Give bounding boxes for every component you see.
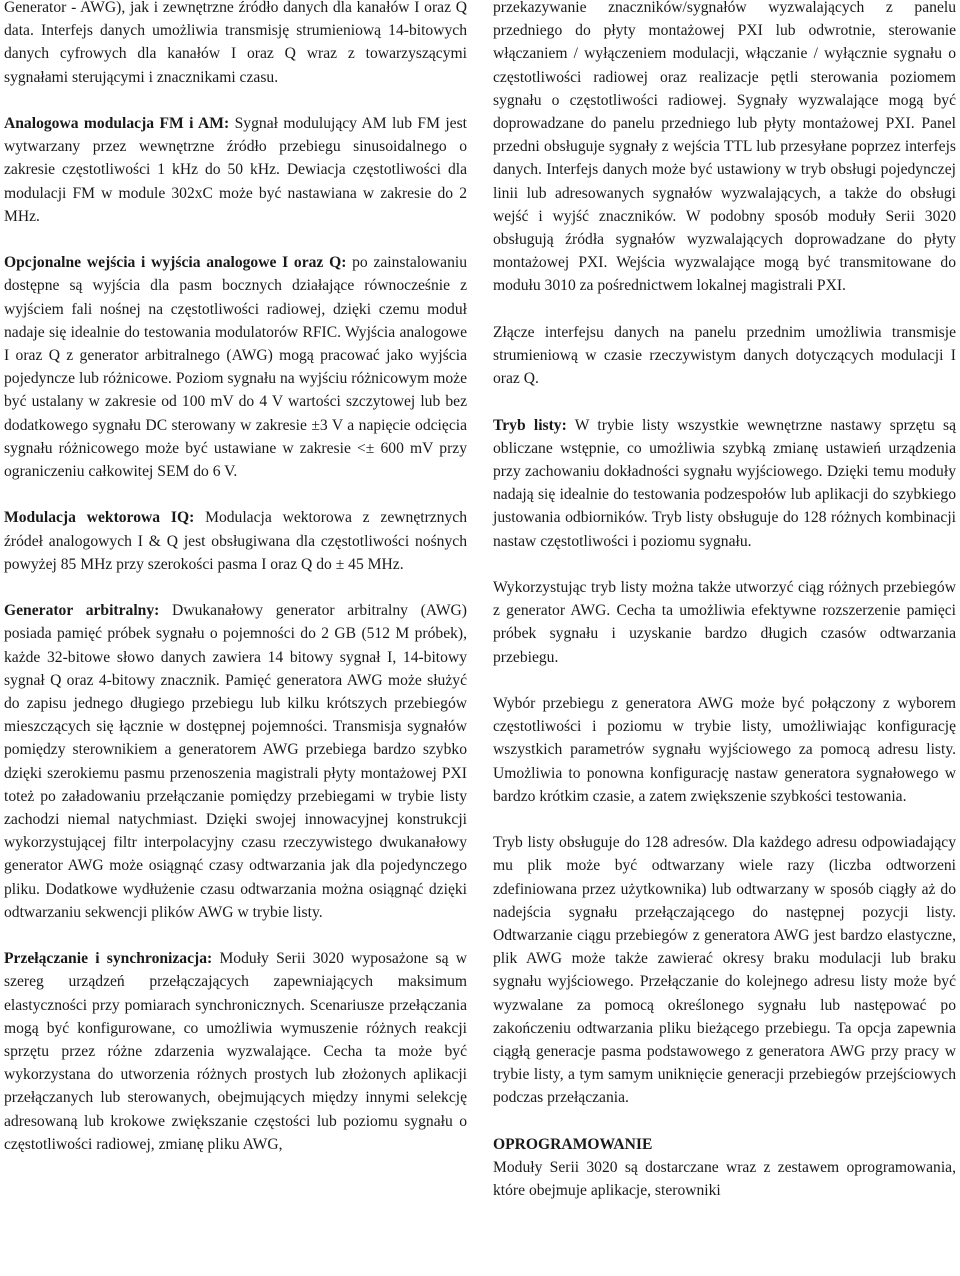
paragraph-lead: Analogowa modulacja FM i AM: <box>4 115 230 132</box>
right-column <box>493 0 956 1202</box>
paragraph-triggering-sync: Przełączanie i synchronizacja: Moduły Serii 3020 wyposażone są w szereg urządzeń przełączających zapewniających maksimum elastyczności przy pomiarach synchronicznych. Scenariusze przełączania mogą być konfigurowane, co umożliwia wymuszenie różnych reakcji sprzętu przez różne zdarzenia wyzwalające. Cecha ta może być wykorzystana do utworzenia różnych prostych lub złożonych aplikacji przełączanych lub sterowanych, obejmujących między innymi selekcję adresowaną lub krokowe zwiększanie częstości lub poziomu sygnału o częstotliwości radiowej, zmianę pliku AWG, <box>4 950 467 1153</box>
left-column <box>4 0 467 1179</box>
paragraph-lead: Modulacja wektorowa IQ: <box>4 509 195 527</box>
paragraph-arbitrary-generator: Generator arbitralny: Dwukanałowy generator arbitralny (AWG) posiada pamięć próbek sygnału o pojemności do 2 GB (512 M próbek), każde 32-bitowe słowo danych zawiera 14 bitowy sygnał I, 14-bitowy sygnał Q oraz 4-bitowy znacznik. Pamięć generatora AWG może służyć do zapisu jednego długiego przebiegu lub kilku krótszych przebiegów mieszczących się łącznie w dostępnej pojemności. Transmisja sygnałów pomiędzy sterownikiem a generatorem AWG przebiega bardzo szybko dzięki szerokiemu pasmu przenoszenia magistrali płyty montażowej PXI toteż po załadowaniu przełączanie pomiędzy przebiegami w trybie listy zachodzi niemal natychmiast. Dzięki swojej innowacyjnej konstrukcji wykorzystującej filtr interpolacyjny czasu rzeczywistego dwukanałowy generator AWG może osiągnąć czasy odtwarzania jak dla pojedynczego pliku. Dodatkowe wydłużenie czasu odtwarzania można osiągnąć dzięki odtwarzaniu sekwencji plików AWG w trybie listy. <box>4 602 467 921</box>
paragraph-list-mode-awg: Wykorzystując tryb listy można także utworzyć ciąg różnych przebiegów z generator AWG. Cecha ta umożliwia efektywne rozszerzenie pamięci próbek sygnału i uzyskanie bardzo długich czasów odtwarzania przebiegu. <box>493 579 956 666</box>
paragraph-awg-selection: Wybór przebiegu z generatora AWG może być połączony z wyborem częstotliwości i poziomu w trybie listy, umożliwiając konfigurację wszystkich parametrów sygnału wyjściowego za pomocą adresu listy. Umożliwia to ponowna konfigurację nastaw generatora sygnałowego w bardzo krótkim czasie, a zatem zwiększenie szybkości testowania. <box>493 695 956 805</box>
paragraph-triggering-continued: przekazywanie znaczników/sygnałów wyzwalających z panelu przedniego do płyty montażowej PXI lub odwrotnie, sterowanie włączaniem / wyłączeniem modulacji, włączanie / wyłącznie sygnału o częstotliwości radiowej oraz realizacje pętli sterowania poziomem sygnału o częstotliwości radiowej. Sygnały wyzwalające mogą być doprowadzane do panelu przedniego lub płyty montażowej PXI. Panel przedni obsługuje sygnały z wejścia TTL lub przesyłane poprzez interfejs danych. Interfejs danych może być ustawiony w tryb obsługi pojedynczej linii lub adresowanych sygnałów wyzwalających, a także do obsługi wejść i wyjść znaczników. W podobny sposób moduły Serii 3020 obsługują źródła sygnałów wyzwalających doprowadzane do płyty montażowej PXI. Wejścia wyzwalające mogą być transmitowane do modułu 3010 za pośrednictwem lokalnej magistrali PXI. <box>493 0 956 295</box>
paragraph-list-mode: Tryb listy: W trybie listy wszystkie wewnętrzne nastawy sprzętu są obliczane wstępnie, co umożliwia szybką zmianę ustawień urządzenia przy zachowaniu dokładności sygnału wyjściowego. Dzięki temu moduły nadają się idealnie do testowania podzespołów lub aplikacji do szybkiego justowania odbiorników. Tryb listy obsługuje do 128 różnych kombinacji nastaw częstotliwości i poziomu sygnału. <box>493 416 956 550</box>
paragraph-intro-continued: Generator - AWG), jak i zewnętrzne źródło danych dla kanałów I oraz Q data. Interfejs danych umożliwia transmisję strumieniową 14-bitowych danych cyfrowych dla kanałów I oraz Q wraz z towarzyszącymi sygnałami sterującymi i znacznikami czasu. <box>4 0 467 86</box>
paragraph-lead: Opcjonalne wejścia i wyjścia analogowe I oraz Q: <box>4 254 347 272</box>
paragraph-iq-modulation: Modulacja wektorowa IQ: Modulacja wektorowa z zewnętrznych źródeł analogowych I & Q jest obsługiwana dla częstotliwości nośnych powyżej 85 MHz przy szerokości pasma I oraz Q do ± 45 MHz. <box>4 509 467 573</box>
paragraph-lead: Przełączanie i synchronizacja: <box>4 950 213 968</box>
paragraph-list-addresses: Tryb listy obsługuje do 128 adresów. Dla każdego adresu odpowiadający mu plik może być odtwarzany wiele razy (liczba odtworzeni zdefiniowana przez użytkownika) lub odtwarzany w sposób ciągły aż do nadejścia sygnału przełączającego do następnej pozycji listy. Odtwarzanie ciągu przebiegów z generatora AWG jest bardzo elastyczne, plik AWG może także zawierać okresy braku modulacji lub braku sygnału wyjściowego. Przełączanie do kolejnego adresu listy może być wyzwalane za pomocą określonego sygnału lub następować po zakończeniu odtwarzania pliku bieżącego przebiegu. Ta opcja zapewnia ciągłą generacje pasma podstawowego z generatora AWG przy pracy w trybie listy, a tym samym uniknięcie generacji przebiegów przejściowych podczas przełączania. <box>493 834 956 1107</box>
paragraph-software: Moduły Serii 3020 są dostarczane wraz z zestawem oprogramowania, które obejmuje aplikacje, sterowniki <box>493 1159 956 1200</box>
paragraph-data-interface: Złącze interfejsu danych na panelu przednim umożliwia transmisje strumieniową w czasie rzeczywistym danych dotyczących modulacji I oraz Q. <box>493 323 956 388</box>
paragraph-lead: Tryb listy: <box>493 416 567 434</box>
section-heading-software: OPROGRAMOWANIE <box>493 1135 653 1153</box>
paragraph-lead: Generator arbitralny: <box>4 602 160 620</box>
paragraph-fm-am-modulation: Analogowa modulacja FM i AM: Sygnał modulujący AM lub FM jest wytwarzany przez wewnętrzne źródło przebiegu sinusoidalnego o zakresie częstotliwości 1 kHz do 50 kHz. Dewiacja częstotliwości dla modulacji FM w module 302xC może być nastawiana w zakresie do 2 MHz. <box>4 115 467 225</box>
paragraph-analog-io: Opcjonalne wejścia i wyjścia analogowe I oraz Q: po zainstalowaniu dostępne są wyjścia dla pasm bocznych działające równocześnie z wyjściem fali nośnej na częstotliwości radiowej, dzięki czemu moduł nadaje się idealnie do testowania modulatorów RFIC. Wyjścia analogowe I oraz Q z generator arbitralnego (AWG) mogą pracować jako wyjścia pojedyncze lub różnicowe. Poziom sygnału na wyjściu różnicowym może być ustalany w zakresie od 100 mV do 4 V wartości szczytowej lub bez dodatkowego sygnału DC sterowany w zakresie ±3 V a napięcie odcięcia sygnału różnicowego może być ustawiane w zakresie <± 600 mV przy ograniczeniu całkowitej SEM do 6 V. <box>4 254 467 481</box>
